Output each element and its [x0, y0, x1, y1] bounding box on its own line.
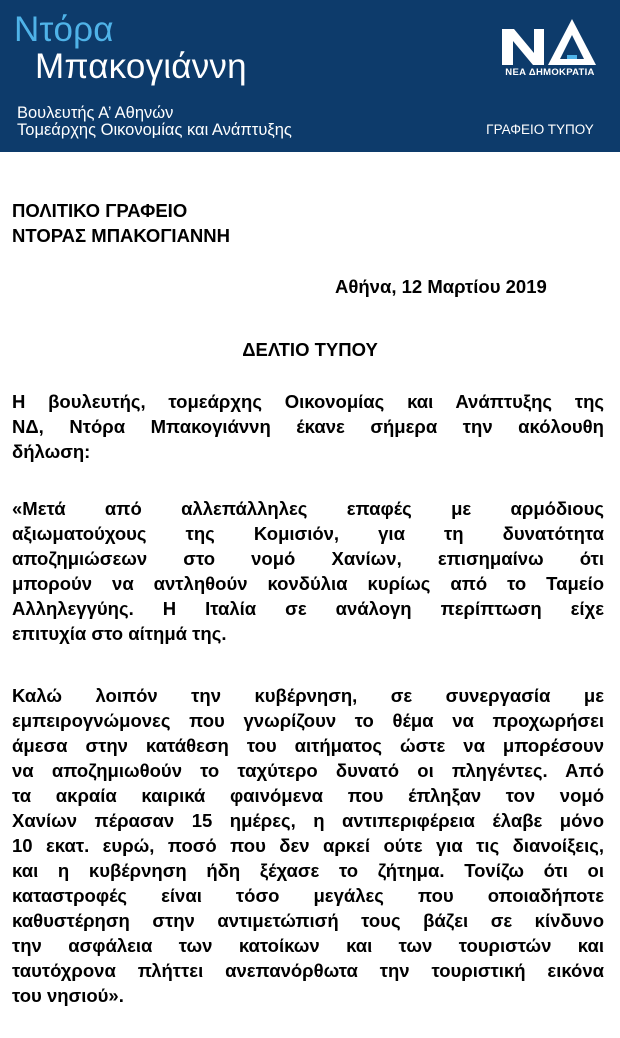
mp-first-name: Ντόρα: [14, 10, 114, 49]
document-title: ΔΕΛΤΙΟ ΤΥΠΟΥ: [242, 339, 378, 360]
party-logo-mark: [500, 15, 600, 67]
paragraph-line: τα ακραία καιρικά φαινόμενα που έπληξαν τον νομό: [12, 785, 604, 806]
paragraph-line: Η βουλευτής, τομεάρχης Οικονομίας και Ανάπτυξης της: [12, 391, 604, 412]
paragraph-line: αξιωματούχους της Κομισιόν, για τη δυνατότητα: [12, 523, 604, 544]
office-title-line-1: ΠΟΛΙΤΙΚΟ ΓΡΑΦΕΙΟ: [12, 200, 188, 221]
paragraph-statement-2: [12, 683, 604, 1008]
paragraph-line: άμεσα στην κατάθεση του αιτήματος ώστε να μπορέσουν: [12, 735, 604, 756]
paragraph-line: Χανίων πέρασαν 15 ημέρες, η αντιπεριφέρεια έλαβε μόνο: [12, 810, 604, 831]
paragraph-line: εμπειρογνώμονες που γνωρίζουν το θέμα να προχωρήσει: [12, 710, 604, 731]
press-release-date: Αθήνα, 12 Μαρτίου 2019: [335, 276, 547, 297]
mp-role-line-1: Βουλευτής Α’ Αθηνών: [17, 104, 174, 122]
paragraph-line: μπορούν να αντληθούν κονδύλια κυρίως από το Ταμείο: [12, 573, 604, 594]
paragraph-line: αποζημιώσεων στο νομό Χανίων, επισημαίνω ότι: [12, 548, 604, 569]
paragraph-intro: [12, 389, 604, 464]
paragraph-line: «Μετά από αλλεπάλληλες επαφές με αρμόδιους: [12, 498, 604, 519]
office-title-line-2: ΝΤΟΡΑΣ ΜΠΑΚΟΓΙΑΝΝΗ: [12, 225, 231, 246]
paragraph-line: την ασφάλεια των κατοίκων και των τουριστών και: [12, 935, 604, 956]
paragraph-line: Καλώ λοιπόν την κυβέρνηση, σε συνεργασία με: [12, 685, 604, 706]
paragraph-line: ταυτόχρονα πλήττει ανεπανόρθωτα την τουριστική εικόνα: [12, 960, 604, 981]
paragraph-line: επιτυχία στο αίτημά της.: [12, 623, 227, 644]
paragraph-line: δήλωση:: [12, 441, 91, 462]
paragraph-line: και η κυβέρνηση ήδη ξέχασε το ζήτημα. Τονίζω ότι οι: [12, 860, 604, 881]
paragraph-line: του νησιού».: [12, 985, 124, 1006]
press-office-label: ΓΡΑΦΕΙΟ ΤΥΠΟΥ: [486, 122, 594, 137]
mp-last-name: Μπακογιάννη: [35, 47, 247, 86]
paragraph-line: ΝΔ, Ντόρα Μπακογιάννη έκανε σήμερα την ακόλουθη: [12, 416, 604, 437]
letterhead-banner: [0, 0, 620, 152]
paragraph-line: καταστροφές είναι τόσο μεγάλες που οποιαδήποτε: [12, 885, 604, 906]
mp-role-line-2: Τομεάρχης Οικονομίας και Ανάπτυξης: [17, 121, 292, 139]
party-name: ΝΕΑ ΔΗΜΟΚΡΑΤΙΑ: [505, 67, 595, 78]
paragraph-line: να αποζημιωθούν το ταχύτερο δυνατό οι πληγέντες. Από: [12, 760, 604, 781]
paragraph-statement-1: [12, 496, 604, 646]
paragraph-line: 10 εκατ. ευρώ, ποσό που δεν αρκεί ούτε για τις διανοίξεις,: [12, 835, 604, 856]
paragraph-line: καθυστέρηση στην αντιμετώπισή τους βάζει σε κίνδυνο: [12, 910, 604, 931]
paragraph-line: Αλληλεγγύης. Η Ιταλία σε ανάλογη περίπτωση είχε: [12, 598, 604, 619]
